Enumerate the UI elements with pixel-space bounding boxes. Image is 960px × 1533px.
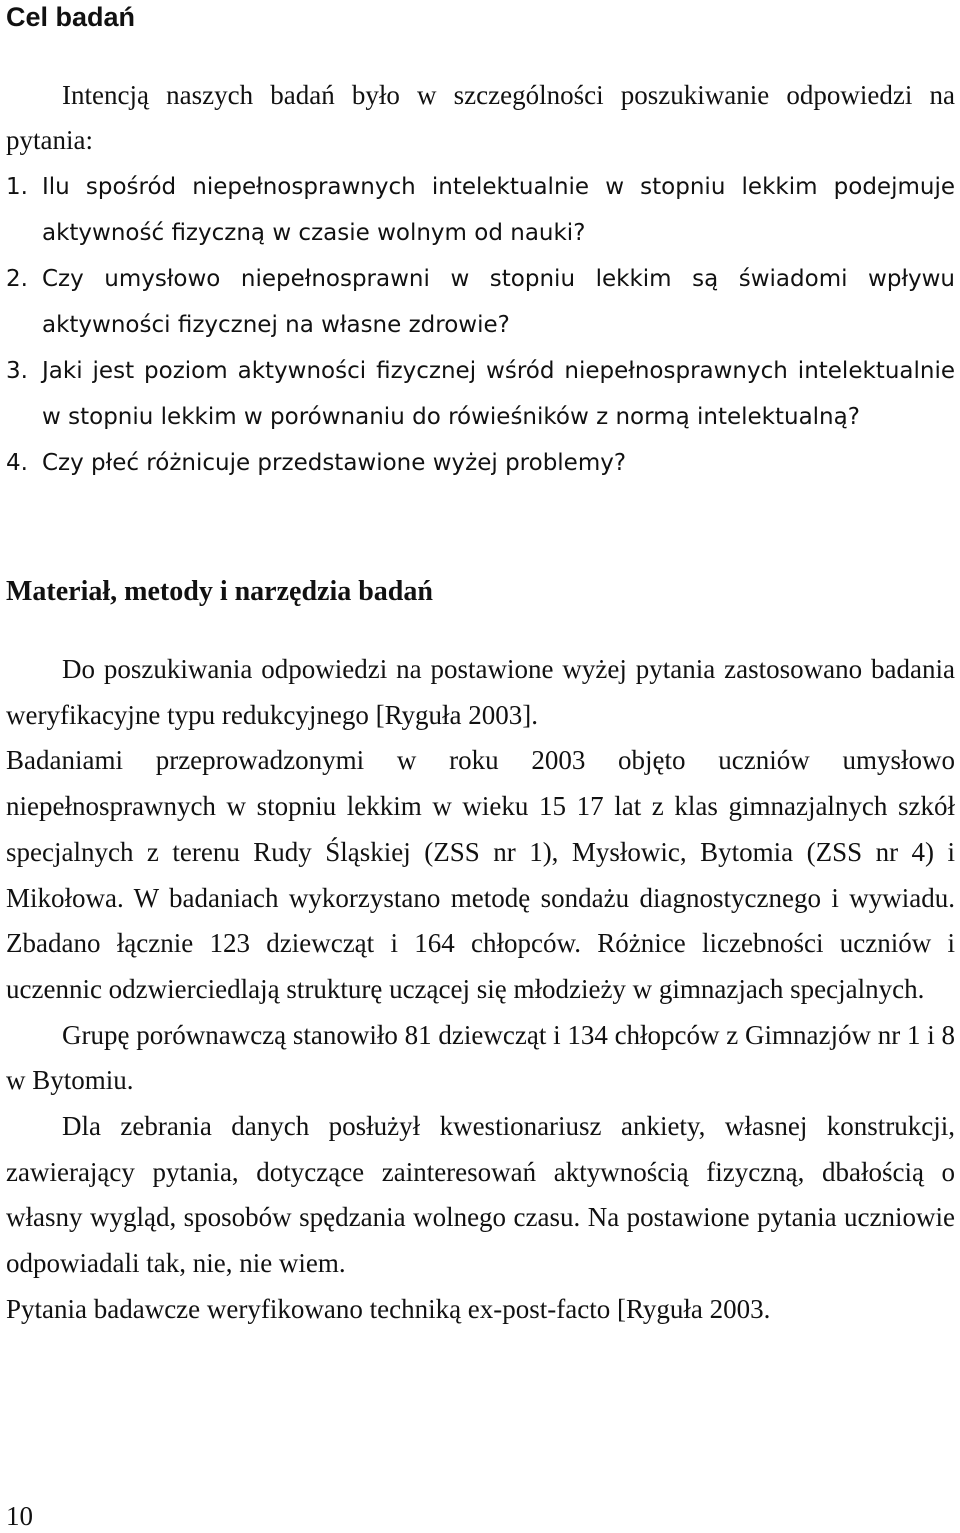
list-item-text: Czy płeć różnicuje przedstawione wyżej problemy? (42, 450, 627, 476)
list-item-number: 2. (6, 266, 28, 292)
paragraph: Pytania badawcze weryfikowano techniką ex-post-facto [Ryguła 2003. (6, 1293, 771, 1324)
paragraph: Grupę porównawczą stanowiło 81 dziewcząt i 134 chłopców z Gimnazjów nr 1 i 8 w Bytomiu. (6, 1019, 955, 1096)
list-item-number: 4. (6, 450, 28, 476)
list-item (6, 164, 955, 256)
list-item (6, 348, 955, 440)
list-item-number: 3. (6, 358, 28, 384)
methods-body (6, 647, 955, 1333)
research-questions-list (6, 164, 955, 486)
list-item (6, 256, 955, 348)
paragraph: Dla zebrania danych posłużył kwestionariusz ankiety, własnej konstrukcji, zawierający pytania, dotyczące zainteresowań aktywnością fizyczną, dbałością o własny wygląd, sposobów spędzania wolnego czasu. Na postawione pytania uczniowie odpowiadali tak, nie, nie wiem. (6, 1111, 955, 1279)
intro-paragraph: Intencją naszych badań było w szczególności poszukiwanie odpowiedzi na pytania: (6, 80, 955, 155)
list-item (6, 440, 955, 486)
paragraph: Do poszukiwania odpowiedzi na postawione wyżej pytania zastosowano badania weryfikacyjne typu redukcyjnego [Ryguła 2003]. (6, 654, 955, 730)
list-item-text: Jaki jest poziom aktywności fizycznej wśród niepełnosprawnych intelektualnie w stopniu lekkim w porównaniu do rówieśników z normą intelektualną? (42, 358, 955, 430)
page-number: 10 (6, 1501, 33, 1531)
paragraph: Badaniami przeprowadzonymi w roku 2003 objęto uczniów umysłowo niepełnosprawnych w stopniu lekkim w wieku 15 17 lat z klas gimnazjalnych szkół specjalnych z terenu Rudy Śląskiej (ZSS nr 1), Mysłowic, Bytomia (ZSS nr 4) i Mikołowa. W badaniach wykorzystano metodę sondażu diagnostycznego i wywiadu. Zbadano łącznie 123 dziewcząt i 164 chłopców. Różnice liczebności uczniów i uczennic odzwierciedlają strukturę uczącej się młodzieży w gimnazjach specjalnych. (6, 745, 955, 1004)
list-item-text: Czy umysłowo niepełnosprawni w stopniu lekkim są świadomi wpływu aktywności fizycznej na własne zdrowie? (42, 266, 955, 338)
section-heading-methods: Materiał, metody i narzędzia badań (6, 576, 433, 607)
list-item-text: Ilu spośród niepełnosprawnych intelektualnie w stopniu lekkim podejmuje aktywność fizyczną w czasie wolnym od nauki? (42, 174, 955, 246)
list-item-number: 1. (6, 174, 28, 200)
section-heading-research-goal: Cel badań (6, 2, 136, 32)
